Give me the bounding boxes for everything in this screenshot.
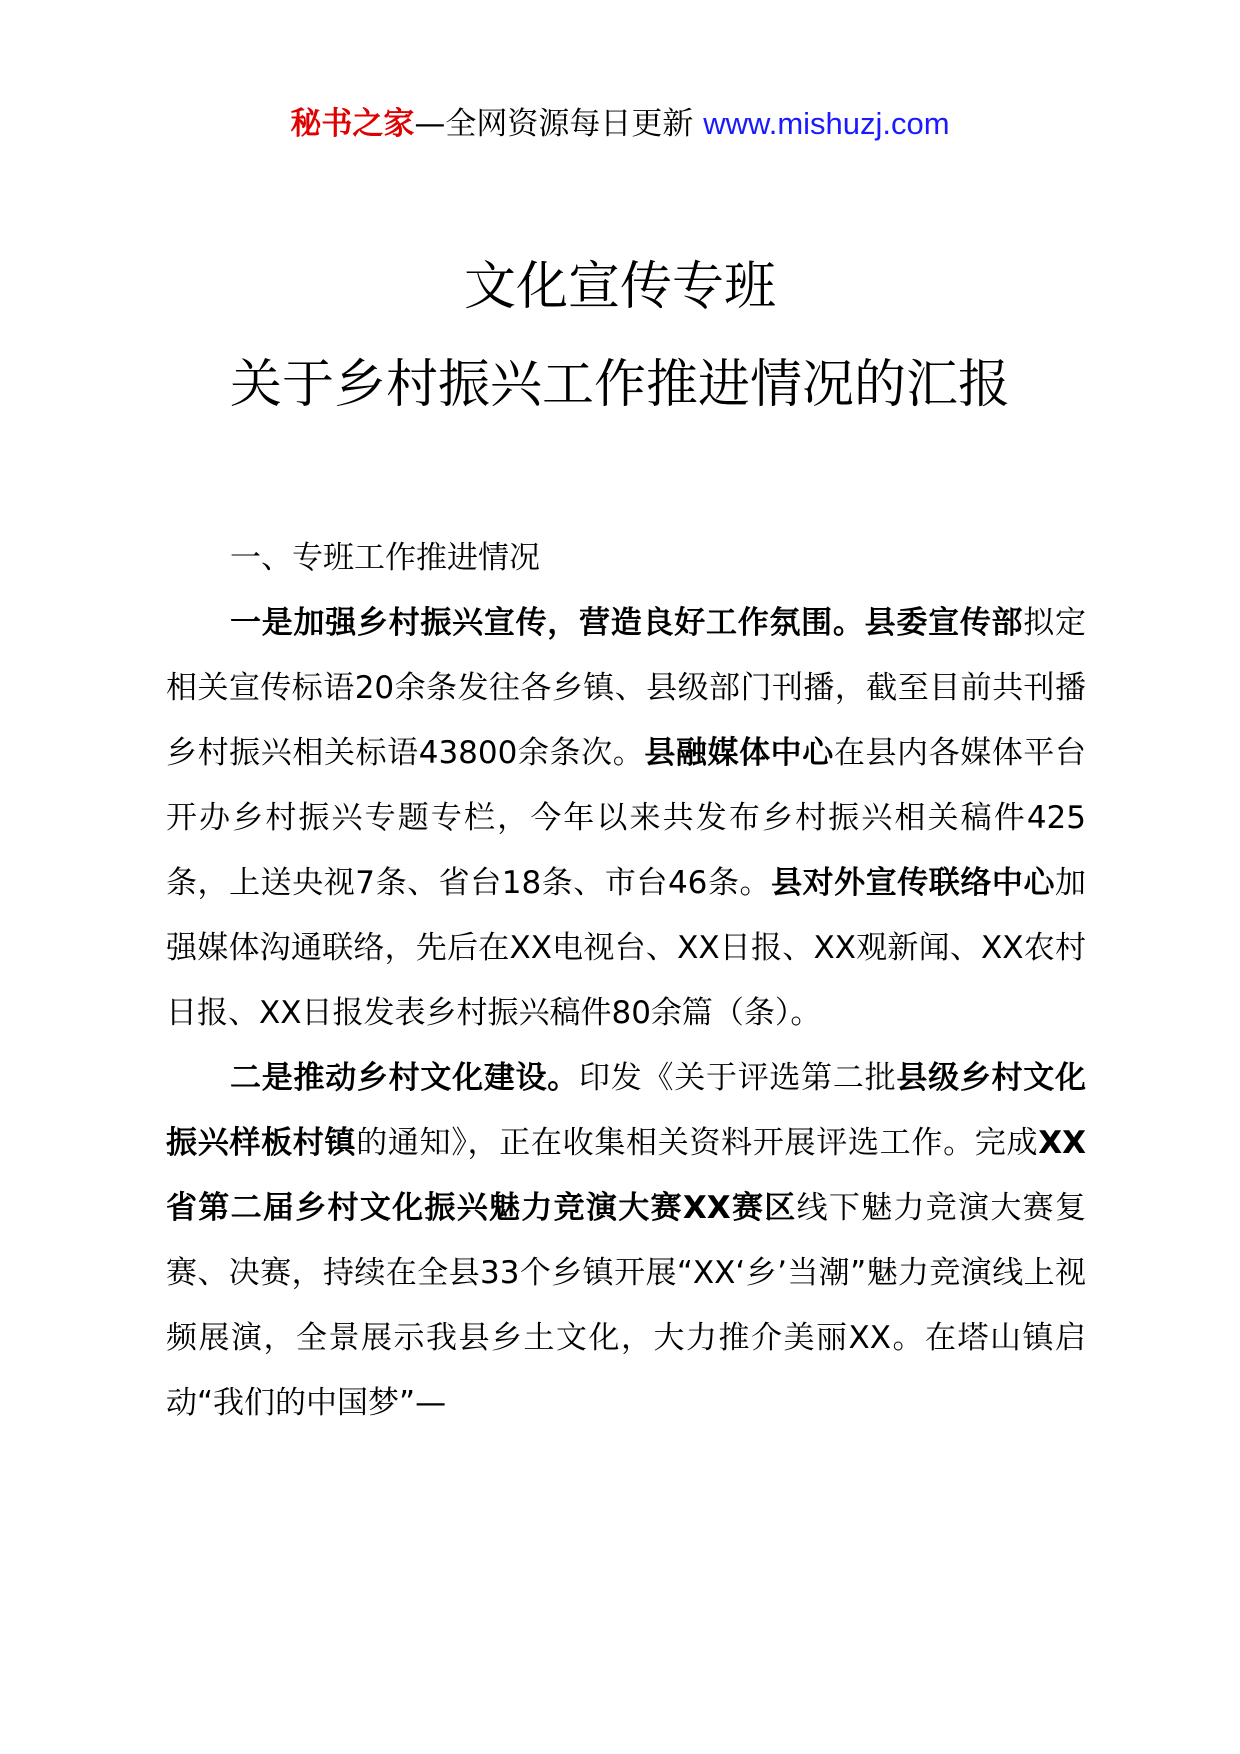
paragraph-2-bold-2: XX省第二届乡村文化振兴魅力竞演大赛XX赛区 xyxy=(166,1125,1086,1226)
paragraph-1-lead: 一是加强乡村振兴宣传，营造良好工作氛围。 xyxy=(230,605,865,641)
paragraph-2 xyxy=(166,1046,1086,1436)
paragraph-1-text-2: 在县内各媒体平台开办乡村振兴专题专栏，今年以来共发布乡村振兴相关稿件425条，上送央视7条、省台18条、市台46条。 xyxy=(166,735,1087,901)
paragraph-2-text-1: 印发《关于评选第二批 xyxy=(579,1060,897,1096)
org-media-center: 县融媒体中心 xyxy=(644,735,834,771)
section-heading: 一、专班工作推进情况 xyxy=(230,540,540,576)
org-external-publicity-center: 县对外宣传联络中心 xyxy=(771,865,1056,901)
paragraph-2-bold-1: 县级乡村文化振兴样板村镇 xyxy=(166,1060,1087,1161)
site-tagline: —全网资源每日更新 xyxy=(414,106,704,142)
site-url-link[interactable]: www.mishuzj.com xyxy=(703,106,950,141)
paragraph-1 xyxy=(166,591,1086,1046)
paragraph-1-text-1: 拟定相关宣传标语20余条发往各乡镇、县级部门刊播，截至目前共刊播乡村振兴相关标语43800余条次。 xyxy=(166,605,1087,771)
paragraph-2-lead: 二是推动乡村文化建设。 xyxy=(230,1060,580,1096)
document-body xyxy=(166,526,1086,1436)
page-header xyxy=(0,100,1240,148)
document-title-line-2: 关于乡村振兴工作推进情况的汇报 xyxy=(229,355,1010,415)
document-title-line-1: 文化宣传专班 xyxy=(463,257,776,317)
paragraph-2-text-3: 线下魅力竞演大赛复赛、决赛，持续在全县33个乡镇开展“XX‘乡’当潮”魅力竞演线上视频展演，全景展示我县乡土文化，大力推介美丽XX。在塔山镇启动“我们的中国梦”— xyxy=(166,1190,1086,1421)
site-brand: 秘书之家 xyxy=(290,106,415,142)
org-propaganda-dept: 县委宣传部 xyxy=(864,605,1024,641)
paragraph-1-text-3: 加强媒体沟通联络，先后在XX电视台、XX日报、XX观新闻、XX农村日报、XX日报发表乡村振兴稿件80余篇（条）。 xyxy=(166,865,1087,1031)
paragraph-2-text-2: 的通知》，正在收集相关资料开展评选工作。完成 xyxy=(356,1125,1039,1161)
